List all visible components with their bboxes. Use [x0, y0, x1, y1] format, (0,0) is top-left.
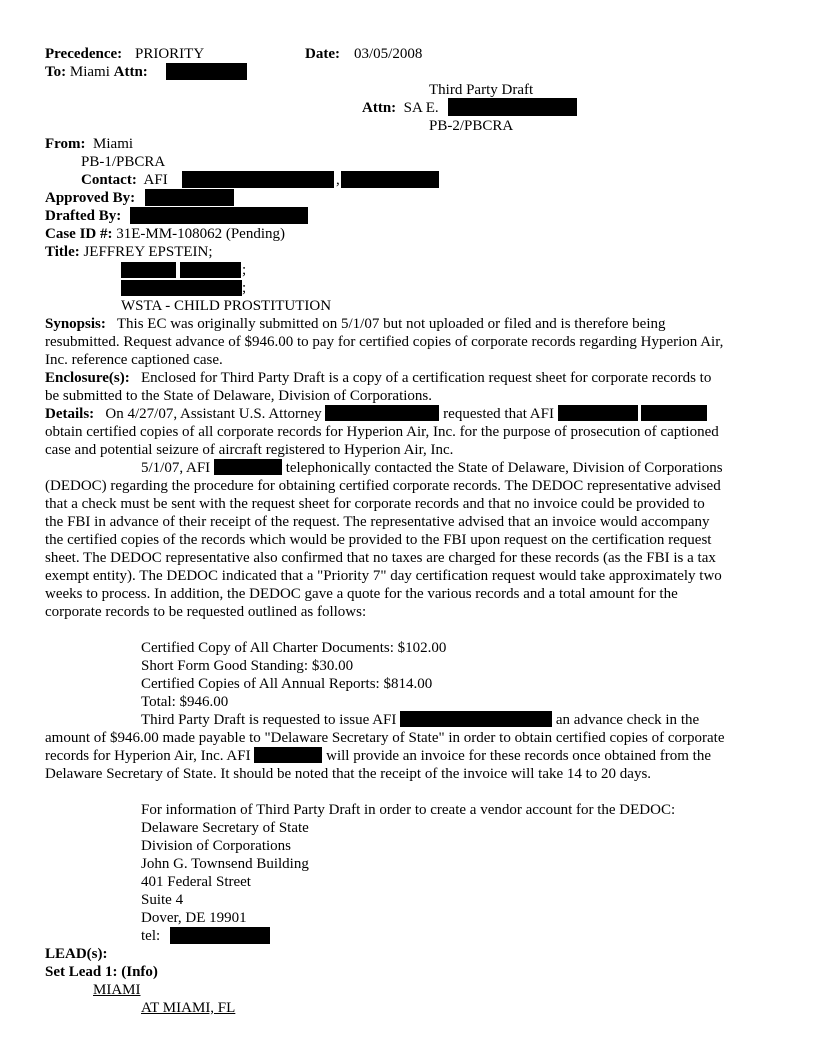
details-p3-d: will provide an invoice for these records once obtained from the Delaware Secretary of State. It should be noted that the receipt of the invoice will take 14 to 20 days. — [45, 748, 711, 782]
contact-label: Contact: — [81, 172, 137, 188]
title-semicolon-1: ; — [242, 262, 247, 278]
case-line — [45, 225, 285, 243]
redaction-afi-1a — [558, 405, 638, 421]
details-label: Details: — [45, 406, 95, 422]
case-value: 31E-MM-108062 (Pending) — [116, 226, 285, 242]
to-label: To: — [45, 64, 67, 80]
attn2-line1: Third Party Draft — [429, 82, 534, 98]
contact-line — [81, 171, 168, 189]
redaction-title-2 — [121, 280, 242, 296]
redaction-contact-2 — [341, 171, 439, 188]
contact-value: AFI — [143, 172, 168, 188]
case-label: Case ID #: — [45, 226, 113, 242]
enclosure-text: Enclosed for Third Party Draft is a copy of a certification request sheet for corporate records to be submitted to the State of Delaware, Division of Corporations. — [45, 370, 712, 404]
address-line-3: John G. Townsend Building — [141, 856, 309, 872]
title-semicolon-2: ; — [242, 280, 247, 296]
to-line — [45, 63, 148, 81]
redaction-drafted — [130, 207, 308, 224]
details-p2-a: 5/1/07, AFI — [141, 460, 211, 476]
title-offense: WSTA - CHILD PROSTITUTION — [121, 298, 332, 314]
lead-location: AT MIAMI, FL — [141, 1000, 236, 1016]
lead-office: MIAMI — [93, 982, 141, 998]
synopsis-paragraph — [45, 315, 725, 369]
date-label: Date: — [305, 46, 340, 62]
redaction-afi-3 — [400, 711, 552, 727]
to-value: Miami — [69, 64, 110, 80]
precedence-value: PRIORITY — [135, 46, 205, 62]
details-p3-b: an advance check in — [555, 712, 678, 728]
attn2-line2 — [362, 99, 439, 117]
redaction-tel — [170, 927, 270, 944]
set-lead-label: Set Lead 1: (Info) — [45, 964, 158, 980]
from-value: Miami — [93, 136, 134, 152]
attn-label: Attn: — [113, 64, 148, 80]
enclosure-label: Enclosure(s): — [45, 370, 130, 386]
tel-label: tel: — [141, 928, 161, 944]
date-value: 03/05/2008 — [354, 46, 423, 62]
title-label: Title: — [45, 244, 80, 260]
redaction-afi-1b — [641, 405, 707, 421]
item-annual-reports: Certified Copies of All Annual Reports: $814.00 — [141, 676, 433, 692]
redaction-title-1a — [121, 262, 176, 278]
redaction-title-1b — [180, 262, 241, 278]
drafted-label: Drafted By: — [45, 208, 122, 224]
redaction-attn2 — [448, 98, 577, 116]
from-label: From: — [45, 136, 86, 152]
from-unit: PB-1/PBCRA — [81, 154, 166, 170]
details-p1-c: obtain certified copies of all corporate records for Hyperion Air, Inc. for the purpose of prosecution of captioned case and potential seizure of aircraft registered to Hyperion Air, Inc. — [45, 424, 719, 458]
precedence-label: Precedence: — [45, 46, 123, 62]
redaction-ausa — [325, 405, 439, 421]
address-line-4: 401 Federal Street — [141, 874, 251, 890]
approved-label: Approved By: — [45, 190, 136, 206]
attn2-line3: PB-2/PBCRA — [429, 118, 514, 134]
synopsis-text: This EC was originally submitted on 5/1/07 but not uploaded or filed and is therefore being resubmitted. Request advance of $946.00 to pay for certified copies of corporate records regarding Hyperion Air, Inc. reference captioned case. — [45, 316, 724, 368]
details-p3-a: Third Party Draft is requested to issue AFI — [141, 712, 397, 728]
details-p2-b: telephonically contacted the State of Delaware, Division of Corporations (DEDOC) regarding the procedure for obtaining certified corporate records. The DEDOC representative advised that a check must be sent with the request sheet for corporate records and that no invoice could be provided to the FBI in advance of their receipt of the request. The representative advised that an invoice would accompany the certified copies of the records which would be provided to the FBI upon request on the certification request sheet. The DEDOC representative also confirmed that no taxes are charged for these records (as the FBI is a tax exempt entity). The DEDOC indicated that a "Priority 7" day certification request would take approximately two weeks to process. In addition, the DEDOC gave a quote for the various records and a total amount for the corporate records to be requested outlined as follows: — [45, 460, 723, 620]
attn2-value: SA E. — [403, 100, 439, 116]
attn2-label: Attn: — [362, 100, 397, 116]
contact-comma: , — [336, 172, 340, 188]
redaction-contact-1 — [182, 171, 334, 188]
leads-label: LEAD(s): — [45, 946, 108, 962]
item-charter: Certified Copy of All Charter Documents: $102.00 — [141, 640, 447, 656]
address-line-2: Division of Corporations — [141, 838, 291, 854]
item-good-standing: Short Form Good Standing: $30.00 — [141, 658, 354, 674]
redaction-afi-4 — [254, 747, 322, 763]
details-p1-a: On 4/27/07, Assistant U.S. Attorney — [105, 406, 322, 422]
from-line — [45, 135, 133, 153]
details-p1-b: requested that AFI — [443, 406, 554, 422]
vendor-intro: For information of Third Party Draft in order to create a vendor account for the DEDOC: — [141, 802, 676, 818]
redaction-approved — [145, 189, 234, 206]
address-line-6: Dover, DE 19901 — [141, 910, 247, 926]
item-total: Total: $946.00 — [141, 694, 229, 710]
enclosure-paragraph — [45, 369, 725, 405]
address-line-1: Delaware Secretary of State — [141, 820, 309, 836]
title-value: JEFFREY EPSTEIN; — [83, 244, 213, 260]
title-line — [45, 243, 213, 261]
details-paragraph-1 — [45, 405, 725, 459]
details-paragraph-2 — [45, 459, 725, 621]
redaction-afi-2 — [214, 459, 282, 475]
address-line-5: Suite 4 — [141, 892, 184, 908]
details-p3-c: the amount of $946.00 made payable to "Delaware Secretary of State" in order to obtain certified copies of corporate records for Hyperion Air, Inc. AFI — [45, 712, 725, 764]
synopsis-label: Synopsis: — [45, 316, 106, 332]
redaction-attn — [166, 63, 247, 80]
details-paragraph-3 — [45, 711, 725, 783]
